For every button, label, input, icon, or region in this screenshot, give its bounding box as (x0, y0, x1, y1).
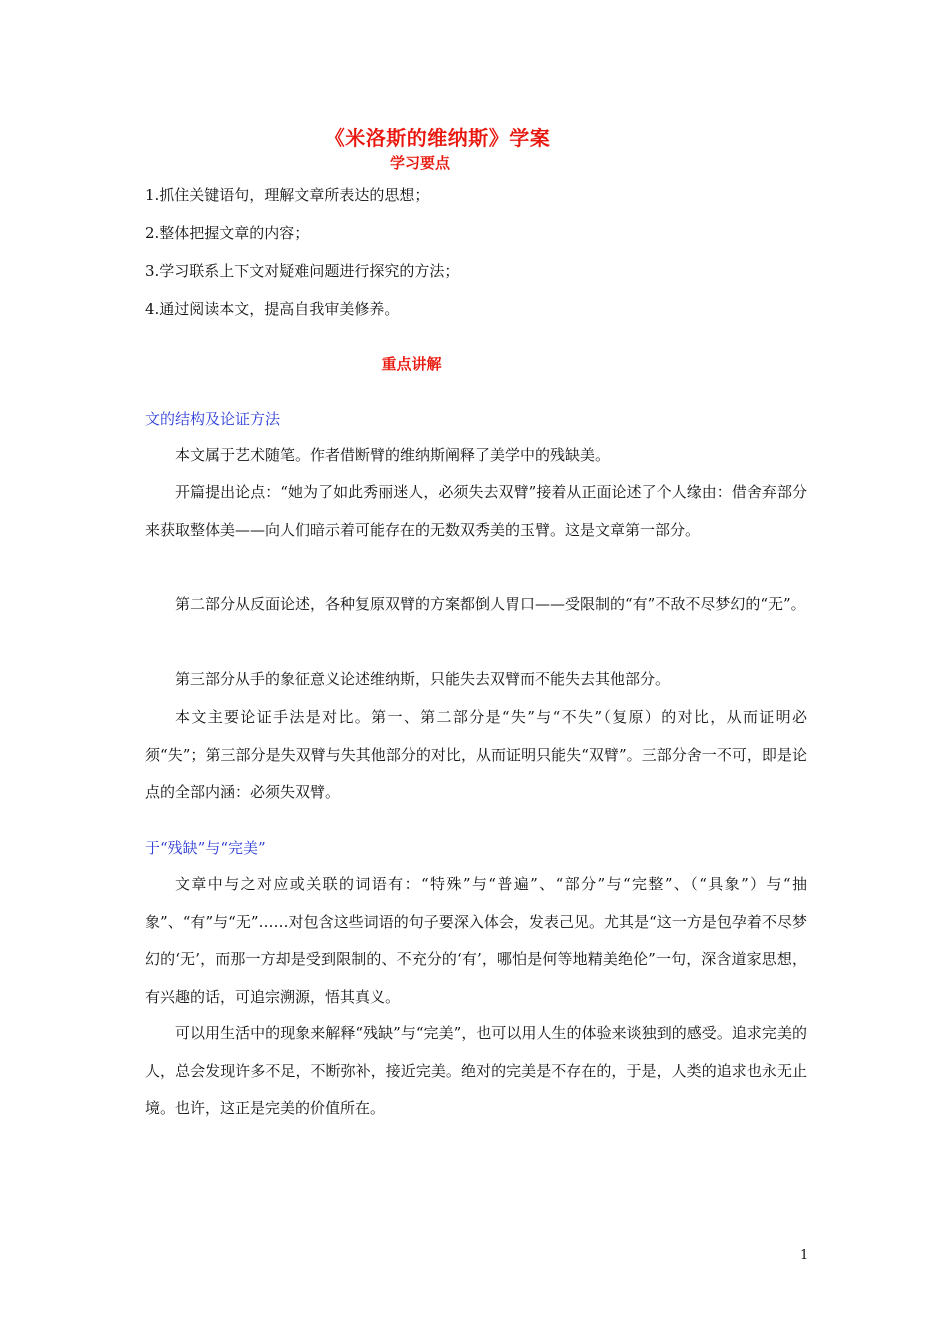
learning-point: 4.通过阅读本文，提高自我审美修养。 (145, 300, 400, 318)
paragraph: 开篇提出论点：“她为了如此秀丽迷人，必须失去双臂”接着从正面论述了个人缘由：借舍弃部分来获取整体美——向人们暗示着可能存在的无数双秀美的玉臂。这是文章第一部分。 (145, 483, 807, 539)
learning-points-list (145, 184, 810, 336)
defect-perfection-section-heading: 于“残缺”与“完美” (145, 839, 266, 857)
document-title: 《米洛斯的维纳斯》学案 (324, 126, 551, 150)
paragraph: 第二部分从反面论述，各种复原双臂的方案都倒人胃口——受限制的“有”不敌不尽梦幻的“无”。 (175, 595, 806, 613)
page-number: 1 (800, 1248, 809, 1263)
paragraph: 可以用生活中的现象来解释“残缺”与“完美”，也可以用人生的体验来谈独到的感受。追求完美的人，总会发现许多不足，不断弥补，接近完美。绝对的完美是不存在的，于是，人类的追求也永无止境。也许，这正是完美的价值所在。 (145, 1024, 807, 1117)
learning-points-heading: 学习要点 (389, 154, 450, 172)
paragraph: 本文属于艺术随笔。作者借断臂的维纳斯阐释了美学中的残缺美。 (175, 446, 611, 464)
learning-point: 3.学习联系上下文对疑难问题进行探究的方法； (145, 262, 460, 280)
paragraph: 文章中与之对应或关联的词语有：“特殊”与“普遍”、“部分”与“完整”、（“具象”）与“抽象”、“有”与“无”……对包含这些词语的句子要深入体会，发表己见。尤其是“这一方是包孕着不尽梦幻的‘无’，而那一方却是受到限制的、不充分的‘有’，哪怕是何等地精美绝伦”一句，深含道家思想，有兴趣的话，可追宗溯源，悟其真义。 (145, 875, 807, 1006)
paragraph: 第三部分从手的象征意义论述维纳斯，只能失去双臂而不能失去其他部分。 (175, 670, 671, 688)
paragraph: 本文主要论证手法是对比。第一、第二部分是“失”与“不失”（复原）的对比，从而证明必须“失”；第三部分是失双臂与失其他部分的对比，从而证明只能失“双臂”。三部分舍一不可，即是论点的全部内涵：必须失双臂。 (145, 708, 807, 801)
structure-section-heading: 文的结构及论证方法 (145, 410, 281, 428)
learning-point: 2.整体把握文章的内容； (145, 224, 310, 242)
learning-point: 1.抓住关键语句，理解文章所表达的思想； (145, 186, 430, 204)
key-explanation-heading: 重点讲解 (381, 355, 442, 373)
